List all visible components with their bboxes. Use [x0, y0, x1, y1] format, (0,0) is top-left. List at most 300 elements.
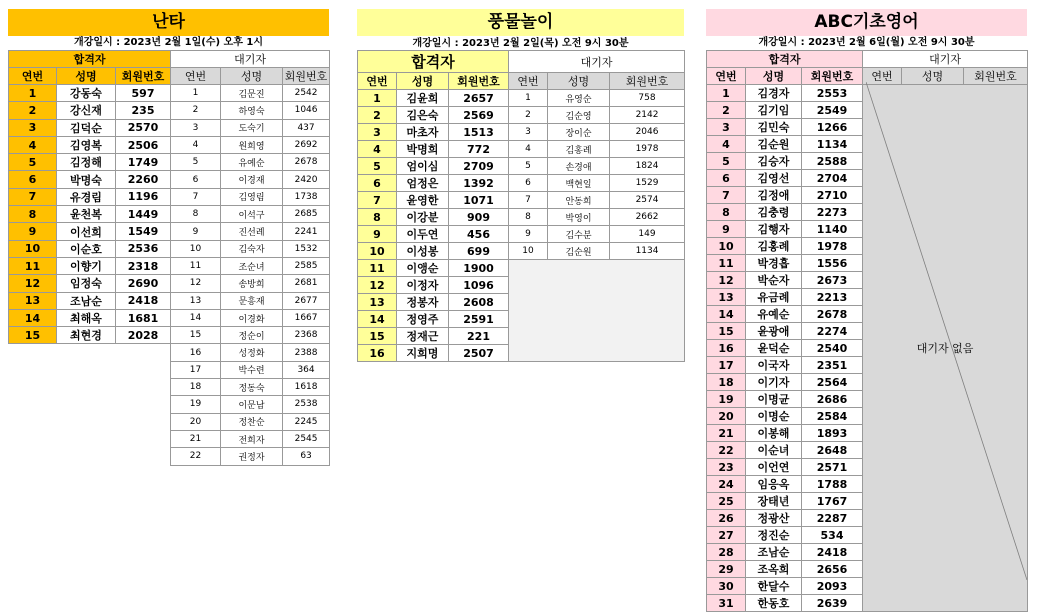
passed-seq: 27: [707, 527, 746, 544]
waiting-seq: 22: [171, 448, 221, 465]
table-row: [358, 158, 685, 175]
passed-member-id: 2351: [802, 357, 863, 374]
passed-member-id: 2657: [449, 90, 509, 107]
table-row: [9, 257, 330, 274]
table-row: [9, 430, 330, 447]
empty-cell: [9, 430, 171, 447]
col-id-header: 회원번호: [116, 68, 171, 85]
waiting-member-id: 1529: [610, 175, 685, 192]
table-row: [358, 209, 685, 226]
passed-name: 김충령: [746, 204, 802, 221]
waiting-name: 이경화: [221, 309, 283, 326]
passed-name: 정재근: [397, 328, 449, 345]
passed-member-id: 1767: [802, 493, 863, 510]
table-row: [9, 136, 330, 153]
passed-member-id: 1900: [449, 260, 509, 277]
passed-member-id: 2639: [802, 595, 863, 612]
passed-seq: 6: [9, 171, 57, 188]
waiting-member-id: 1134: [610, 243, 685, 260]
passed-member-id: 1266: [802, 119, 863, 136]
passed-member-id: 2673: [802, 272, 863, 289]
waiting-name: 유영순: [548, 90, 610, 107]
passed-name: 이향기: [57, 257, 116, 274]
passed-name: 김민숙: [746, 119, 802, 136]
passed-seq: 13: [707, 289, 746, 306]
table-row: [9, 119, 330, 136]
waiting-member-id: 1667: [283, 309, 330, 326]
header-row: [9, 51, 330, 68]
waiting-empty-area: [509, 260, 685, 362]
waiting-seq: 1: [509, 90, 548, 107]
waiting-member-id: 2245: [283, 413, 330, 430]
passed-name: 이선희: [57, 223, 116, 240]
waiting-seq: 4: [509, 141, 548, 158]
passed-member-id: 2564: [802, 374, 863, 391]
passed-member-id: 2274: [802, 323, 863, 340]
passed-name: 윤광애: [746, 323, 802, 340]
waiting-name: 김수분: [548, 226, 610, 243]
waiting-name: 김숙자: [221, 240, 283, 257]
empty-cell: [9, 361, 171, 378]
col-seq-header: 연번: [171, 68, 221, 85]
col-seq-header: 연번: [707, 68, 746, 85]
passed-header: 합격자: [358, 51, 509, 73]
passed-member-id: 1893: [802, 425, 863, 442]
passed-seq: 1: [9, 85, 57, 102]
waiting-member-id: 758: [610, 90, 685, 107]
passed-name: 유경림: [57, 188, 116, 205]
empty-cell: [9, 448, 171, 465]
waiting-member-id: 2368: [283, 327, 330, 344]
passed-member-id: 2273: [802, 204, 863, 221]
waiting-seq: 1: [171, 85, 221, 102]
waiting-seq: 14: [171, 309, 221, 326]
passed-member-id: 699: [449, 243, 509, 260]
passed-name: 정광산: [746, 510, 802, 527]
nanta-title: 난타: [8, 9, 329, 36]
passed-member-id: 2507: [449, 345, 509, 362]
waiting-member-id: 2545: [283, 430, 330, 447]
empty-cell: [9, 344, 171, 361]
table-row: [358, 226, 685, 243]
column-header-row: [358, 73, 685, 90]
table-row: [9, 206, 330, 223]
passed-member-id: 1513: [449, 124, 509, 141]
passed-name: 장태년: [746, 493, 802, 510]
waiting-member-id: 1618: [283, 379, 330, 396]
table-row: [9, 154, 330, 171]
passed-member-id: 2553: [802, 85, 863, 102]
passed-member-id: 2418: [802, 544, 863, 561]
col-name-header: 성명: [221, 68, 283, 85]
passed-seq: 9: [707, 221, 746, 238]
waiting-seq: 9: [171, 223, 221, 240]
passed-member-id: 2028: [116, 327, 171, 344]
waiting-member-id: 1978: [610, 141, 685, 158]
abc-date: 개강일시 : 2023년 2월 6일(월) 오전 9시 30분: [758, 37, 975, 48]
waiting-name: 정찬순: [221, 413, 283, 430]
waiting-member-id: 2681: [283, 275, 330, 292]
passed-name: 이두연: [397, 226, 449, 243]
col-name-header: 성명: [57, 68, 116, 85]
waiting-seq: 9: [509, 226, 548, 243]
passed-seq: 10: [358, 243, 397, 260]
passed-name: 김기임: [746, 102, 802, 119]
waiting-name: 이문남: [221, 396, 283, 413]
passed-name: 이기자: [746, 374, 802, 391]
waiting-seq: 17: [171, 361, 221, 378]
passed-name: 이명균: [746, 391, 802, 408]
passed-member-id: 2608: [449, 294, 509, 311]
passed-member-id: 2549: [802, 102, 863, 119]
passed-name: 조옥희: [746, 561, 802, 578]
passed-name: 정영주: [397, 311, 449, 328]
table-row: [9, 361, 330, 378]
table-row: [358, 107, 685, 124]
nanta-date: 개강일시 : 2023년 2월 1일(수) 오후 1시: [74, 37, 263, 48]
passed-name: 강신재: [57, 102, 116, 119]
passed-member-id: 2570: [116, 119, 171, 136]
passed-name: 윤덕순: [746, 340, 802, 357]
passed-name: 박명희: [397, 141, 449, 158]
passed-seq: 20: [707, 408, 746, 425]
col-id-header: 회원번호: [964, 68, 1028, 85]
passed-name: 이봉해: [746, 425, 802, 442]
passed-name: 김정해: [57, 154, 116, 171]
passed-seq: 1: [707, 85, 746, 102]
passed-header: 합격자: [707, 51, 863, 68]
table-row: [9, 188, 330, 205]
passed-name: 최해옥: [57, 309, 116, 326]
empty-cell: [9, 396, 171, 413]
passed-seq: 3: [707, 119, 746, 136]
passed-name: 한동호: [746, 595, 802, 612]
passed-name: 박순자: [746, 272, 802, 289]
passed-seq: 14: [707, 306, 746, 323]
passed-seq: 10: [707, 238, 746, 255]
passed-member-id: 2686: [802, 391, 863, 408]
passed-name: 김윤희: [397, 90, 449, 107]
waiting-member-id: 2388: [283, 344, 330, 361]
waiting-seq: 2: [509, 107, 548, 124]
passed-member-id: 2656: [802, 561, 863, 578]
passed-seq: 26: [707, 510, 746, 527]
passed-seq: 21: [707, 425, 746, 442]
waiting-name: 성정화: [221, 344, 283, 361]
waiting-seq: 21: [171, 430, 221, 447]
passed-seq: 4: [358, 141, 397, 158]
table-row: [9, 85, 330, 102]
passed-seq: 8: [9, 206, 57, 223]
passed-seq: 11: [358, 260, 397, 277]
table-row: [9, 240, 330, 257]
waiting-member-id: 2574: [610, 192, 685, 209]
pungmul-panel: [357, 9, 684, 362]
table-row: [9, 344, 330, 361]
waiting-name: 박영이: [548, 209, 610, 226]
passed-member-id: 2318: [116, 257, 171, 274]
table-row: [358, 243, 685, 260]
column-header-row: [9, 68, 330, 85]
passed-seq: 30: [707, 578, 746, 595]
col-id-header: 회원번호: [283, 68, 330, 85]
passed-name: 이명순: [746, 408, 802, 425]
header-row: [707, 51, 1028, 68]
waiting-name: 하영숙: [221, 102, 283, 119]
passed-member-id: 772: [449, 141, 509, 158]
passed-name: 조남순: [746, 544, 802, 561]
passed-seq: 25: [707, 493, 746, 510]
table-row: [9, 396, 330, 413]
waiting-member-id: 1738: [283, 188, 330, 205]
passed-seq: 8: [358, 209, 397, 226]
empty-cell: [9, 413, 171, 430]
passed-member-id: 2418: [116, 292, 171, 309]
passed-seq: 6: [707, 170, 746, 187]
passed-member-id: 1556: [802, 255, 863, 272]
waiting-seq: 5: [171, 154, 221, 171]
passed-seq: 1: [358, 90, 397, 107]
table-row: [9, 292, 330, 309]
waiting-name: 유예순: [221, 154, 283, 171]
table-row: [9, 102, 330, 119]
waiting-seq: 2: [171, 102, 221, 119]
waiting-member-id: 2241: [283, 223, 330, 240]
passed-seq: 8: [707, 204, 746, 221]
passed-member-id: 597: [116, 85, 171, 102]
passed-seq: 16: [358, 345, 397, 362]
passed-header: 합격자: [9, 51, 171, 68]
passed-seq: 7: [358, 192, 397, 209]
passed-member-id: 1549: [116, 223, 171, 240]
passed-name: 유예순: [746, 306, 802, 323]
waiting-seq: 7: [509, 192, 548, 209]
passed-name: 이국자: [746, 357, 802, 374]
passed-name: 김은숙: [397, 107, 449, 124]
passed-member-id: 2540: [802, 340, 863, 357]
waiting-member-id: 2420: [283, 171, 330, 188]
passed-member-id: 2648: [802, 442, 863, 459]
passed-seq: 19: [707, 391, 746, 408]
passed-member-id: 2506: [116, 136, 171, 153]
table-row: [358, 192, 685, 209]
passed-member-id: 2709: [449, 158, 509, 175]
waiting-header: 대기자: [171, 51, 330, 68]
passed-name: 김홍례: [746, 238, 802, 255]
passed-name: 이순호: [57, 240, 116, 257]
passed-seq: 4: [707, 136, 746, 153]
waiting-member-id: 2692: [283, 136, 330, 153]
waiting-seq: 6: [509, 175, 548, 192]
passed-seq: 6: [358, 175, 397, 192]
passed-seq: 9: [9, 223, 57, 240]
waiting-member-id: 2046: [610, 124, 685, 141]
passed-member-id: 235: [116, 102, 171, 119]
passed-member-id: 1196: [116, 188, 171, 205]
passed-seq: 12: [358, 277, 397, 294]
table-row: [358, 124, 685, 141]
passed-seq: 16: [707, 340, 746, 357]
col-seq-header: 연번: [358, 73, 397, 90]
passed-name: 임정숙: [57, 275, 116, 292]
passed-name: 한달수: [746, 578, 802, 595]
passed-seq: 24: [707, 476, 746, 493]
waiting-name: 이경재: [221, 171, 283, 188]
waiting-member-id: 2585: [283, 257, 330, 274]
waiting-member-id: 2542: [283, 85, 330, 102]
passed-name: 이앵순: [397, 260, 449, 277]
waiting-name: 김문진: [221, 85, 283, 102]
passed-seq: 15: [9, 327, 57, 344]
passed-member-id: 2710: [802, 187, 863, 204]
waiting-seq: 10: [171, 240, 221, 257]
passed-member-id: 2584: [802, 408, 863, 425]
waiting-member-id: 1824: [610, 158, 685, 175]
waiting-member-id: 149: [610, 226, 685, 243]
passed-member-id: 2588: [802, 153, 863, 170]
passed-seq: 18: [707, 374, 746, 391]
table-row: [358, 141, 685, 158]
waiting-name: 손경애: [548, 158, 610, 175]
passed-name: 마초자: [397, 124, 449, 141]
col-id-header: 회원번호: [610, 73, 685, 90]
waiting-name: 안동희: [548, 192, 610, 209]
no-waiting-diagonal: [866, 82, 1027, 580]
waiting-seq: 3: [509, 124, 548, 141]
passed-seq: 28: [707, 544, 746, 561]
waiting-seq: 8: [171, 206, 221, 223]
passed-member-id: 2678: [802, 306, 863, 323]
passed-member-id: 2569: [449, 107, 509, 124]
passed-member-id: 1096: [449, 277, 509, 294]
passed-member-id: 1788: [802, 476, 863, 493]
waiting-header: 대기자: [509, 51, 685, 73]
header-row: [358, 51, 685, 73]
passed-name: 김덕순: [57, 119, 116, 136]
passed-name: 정진순: [746, 527, 802, 544]
passed-name: 윤천복: [57, 206, 116, 223]
passed-name: 김순원: [746, 136, 802, 153]
passed-seq: 22: [707, 442, 746, 459]
passed-seq: 14: [358, 311, 397, 328]
passed-name: 김승자: [746, 153, 802, 170]
passed-member-id: 1749: [116, 154, 171, 171]
pungmul-title: 풍물놀이: [357, 9, 684, 36]
pungmul-date: 개강일시 : 2023년 2월 2일(목) 오전 9시 30분: [412, 38, 629, 49]
passed-member-id: 221: [449, 328, 509, 345]
table-row: [9, 379, 330, 396]
passed-member-id: 2591: [449, 311, 509, 328]
passed-name: 이정자: [397, 277, 449, 294]
passed-member-id: 2213: [802, 289, 863, 306]
passed-member-id: 2260: [116, 171, 171, 188]
passed-seq: 10: [9, 240, 57, 257]
passed-seq: 12: [707, 272, 746, 289]
waiting-member-id: 1532: [283, 240, 330, 257]
passed-name: 엄정은: [397, 175, 449, 192]
passed-member-id: 1681: [116, 309, 171, 326]
col-name-header: 성명: [902, 68, 964, 85]
passed-name: 이언연: [746, 459, 802, 476]
passed-seq: 4: [9, 136, 57, 153]
waiting-name: 이석구: [221, 206, 283, 223]
waiting-member-id: 2677: [283, 292, 330, 309]
waiting-name: 문흥재: [221, 292, 283, 309]
waiting-seq: 15: [171, 327, 221, 344]
col-id-header: 회원번호: [802, 68, 863, 85]
col-name-header: 성명: [746, 68, 802, 85]
waiting-member-id: 437: [283, 119, 330, 136]
passed-name: 엄이심: [397, 158, 449, 175]
no-waiting-label: 대기자 없음: [863, 85, 1028, 612]
passed-seq: 11: [9, 257, 57, 274]
passed-seq: 29: [707, 561, 746, 578]
nanta-panel: [8, 9, 329, 466]
passed-name: 조남순: [57, 292, 116, 309]
table-row: [358, 260, 685, 277]
waiting-name: 진선례: [221, 223, 283, 240]
waiting-member-id: 2142: [610, 107, 685, 124]
passed-member-id: 2093: [802, 578, 863, 595]
col-seq-header: 연번: [9, 68, 57, 85]
waiting-seq: 18: [171, 379, 221, 396]
table-row: [9, 448, 330, 465]
passed-seq: 5: [358, 158, 397, 175]
table-row: [9, 275, 330, 292]
passed-member-id: 2704: [802, 170, 863, 187]
passed-name: 김행자: [746, 221, 802, 238]
passed-member-id: 1140: [802, 221, 863, 238]
passed-member-id: 1134: [802, 136, 863, 153]
passed-name: 지희명: [397, 345, 449, 362]
passed-seq: 7: [9, 188, 57, 205]
passed-member-id: 534: [802, 527, 863, 544]
waiting-seq: 13: [171, 292, 221, 309]
passed-name: 김정애: [746, 187, 802, 204]
passed-seq: 7: [707, 187, 746, 204]
passed-name: 이순녀: [746, 442, 802, 459]
passed-seq: 5: [707, 153, 746, 170]
waiting-member-id: 2678: [283, 154, 330, 171]
passed-name: 박경흡: [746, 255, 802, 272]
table-row: [9, 223, 330, 240]
table-row: [358, 90, 685, 107]
table-row: [9, 413, 330, 430]
table-row: [358, 175, 685, 192]
waiting-name: 백현일: [548, 175, 610, 192]
waiting-seq: 19: [171, 396, 221, 413]
passed-name: 임응옥: [746, 476, 802, 493]
waiting-seq: 8: [509, 209, 548, 226]
waiting-seq: 20: [171, 413, 221, 430]
passed-member-id: 2536: [116, 240, 171, 257]
waiting-member-id: 63: [283, 448, 330, 465]
waiting-seq: 10: [509, 243, 548, 260]
passed-name: 이강분: [397, 209, 449, 226]
passed-seq: 5: [9, 154, 57, 171]
table-row: [9, 327, 330, 344]
passed-seq: 23: [707, 459, 746, 476]
passed-member-id: 1392: [449, 175, 509, 192]
abc-title: ABC기초영어: [706, 9, 1027, 36]
waiting-seq: 5: [509, 158, 548, 175]
waiting-name: 조순녀: [221, 257, 283, 274]
passed-member-id: 456: [449, 226, 509, 243]
waiting-name: 김영림: [221, 188, 283, 205]
passed-seq: 31: [707, 595, 746, 612]
passed-seq: 11: [707, 255, 746, 272]
passed-member-id: 1449: [116, 206, 171, 223]
